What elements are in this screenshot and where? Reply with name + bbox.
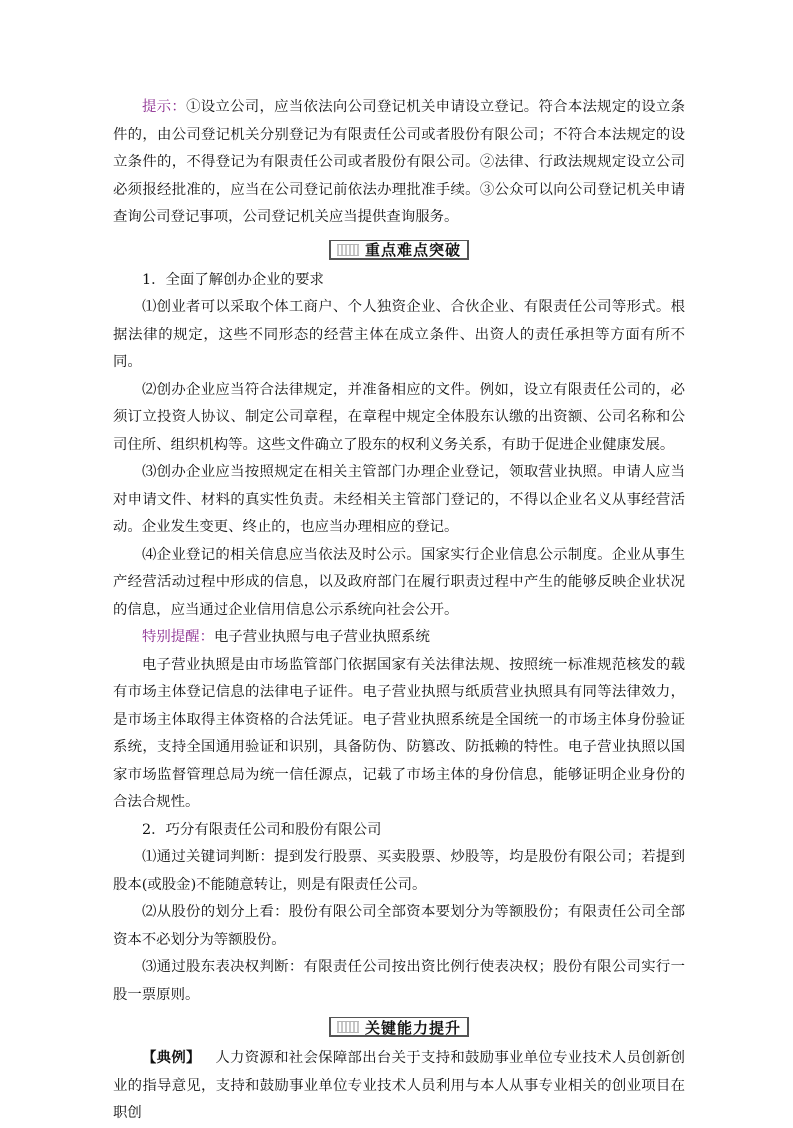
- hint-paragraph: [113, 94, 685, 232]
- point2-item-2: ⑵从股份的划分上看：股份有限公司全部资本要划分为等额股份；有限责任公司全部资本不必划分为等额股份。: [113, 904, 685, 948]
- hint-label: 提示：: [142, 99, 187, 115]
- example-paragraph: [113, 1044, 685, 1128]
- banner-decoration-icon: [337, 244, 359, 256]
- banner-decoration-icon: [337, 1021, 359, 1033]
- section-header-key-points: [113, 236, 685, 264]
- point2-item-1: ⑴通过关键词判断：提到发行股票、买卖股票、炒股等，均是股份有限公司；若提到股本(或股金)不能随意转让，则是有限责任公司。: [113, 849, 685, 893]
- special-label: 特别提醒：: [142, 629, 214, 645]
- document-page: [113, 94, 685, 1128]
- special-reminder-heading: [113, 624, 685, 652]
- special-title: 电子营业执照与电子营业执照系统: [213, 629, 430, 645]
- point1-heading: 1．全面了解创办企业的要求: [142, 271, 324, 288]
- point1-item-3: ⑶创办企业应当按照规定在相关主管部门办理企业登记，领取营业执照。申请人应当对申请文件、材料的真实性负责。未经相关主管部门登记的，不得以企业名义从事经营活动。企业发生变更、终止的，也应当办理相应的登记。: [113, 464, 685, 535]
- point1-item-4: ⑷企业登记的相关信息应当依法及时公示。国家实行企业信息公示制度。企业从事生产经营活动过程中形成的信息，以及政府部门在履行职责过程中产生的能够反映企业状况的信息，应当通过企业信用信息公示系统向社会公开。: [113, 546, 685, 618]
- special-reminder-text: 电子营业执照是由市场监管部门依据国家有关法律法规、按照统一标准规范核发的载有市场主体登记信息的法律电子证件。电子营业执照与纸质营业执照具有同等法律效力，是市场主体取得主体资格的合法凭证。电子营业执照系统是全国统一的市场主体身份验证系统，支持全国通用验证和识别，具备防伪、防篡改、防抵赖的特性。电子营业执照以国家市场监督管理总局为统一信任源点，记载了市场主体的身份信息，能够证明企业身份的合法合规性。: [113, 656, 685, 810]
- section-banner: [329, 240, 469, 260]
- section-title-text: 关键能力提升: [364, 1018, 461, 1037]
- point2-item-3: ⑶通过股东表决权判断：有限责任公司按出资比例行使表决权；股份有限公司实行一股一票原则。: [113, 959, 685, 1003]
- point2-heading: 2．巧分有限责任公司和股份有限公司: [142, 821, 382, 838]
- section-banner: [329, 1017, 469, 1037]
- section-header-key-abilities: [113, 1013, 685, 1041]
- example-label: 【典例】: [142, 1049, 201, 1066]
- hint-text: ①设立公司，应当依法向公司登记机关申请设立登记。符合本法规定的设立条件的，由公司登记机关分别登记为有限责任公司或者股份有限公司；不符合本法规定的设立条件的，不得登记为有限责任公司或者股份有限公司。②法律、行政法规规定设立公司必须报经批准的，应当在公司登记前依法办理批准手续。③公众可以向公司登记机关申请查询公司登记事项，公司登记机关应当提供查询服务。: [113, 99, 685, 225]
- example-text: 人力资源和社会保障部出台关于支持和鼓励事业单位专业技术人员创新创业的指导意见，支持和鼓励事业单位专业技术人员利用与本人从事专业相关的创业项目在职创: [113, 1050, 685, 1121]
- point1-item-1: ⑴创业者可以采取个体工商户、个人独资企业、合伙企业、有限责任公司等形式。根据法律的规定，这些不同形态的经营主体在成立条件、出资人的责任承担等方面有所不同。: [113, 299, 685, 370]
- section-title-text: 重点难点突破: [364, 241, 461, 259]
- point1-item-2: ⑵创办企业应当符合法律规定，并准备相应的文件。例如，设立有限责任公司的，必须订立投资人协议、制定公司章程，在章程中规定全体股东认缴的出资额、公司名称和公司住所、组织机构等。这些文件确立了股东的权利义务关系，有助于促进企业健康发展。: [113, 381, 685, 453]
